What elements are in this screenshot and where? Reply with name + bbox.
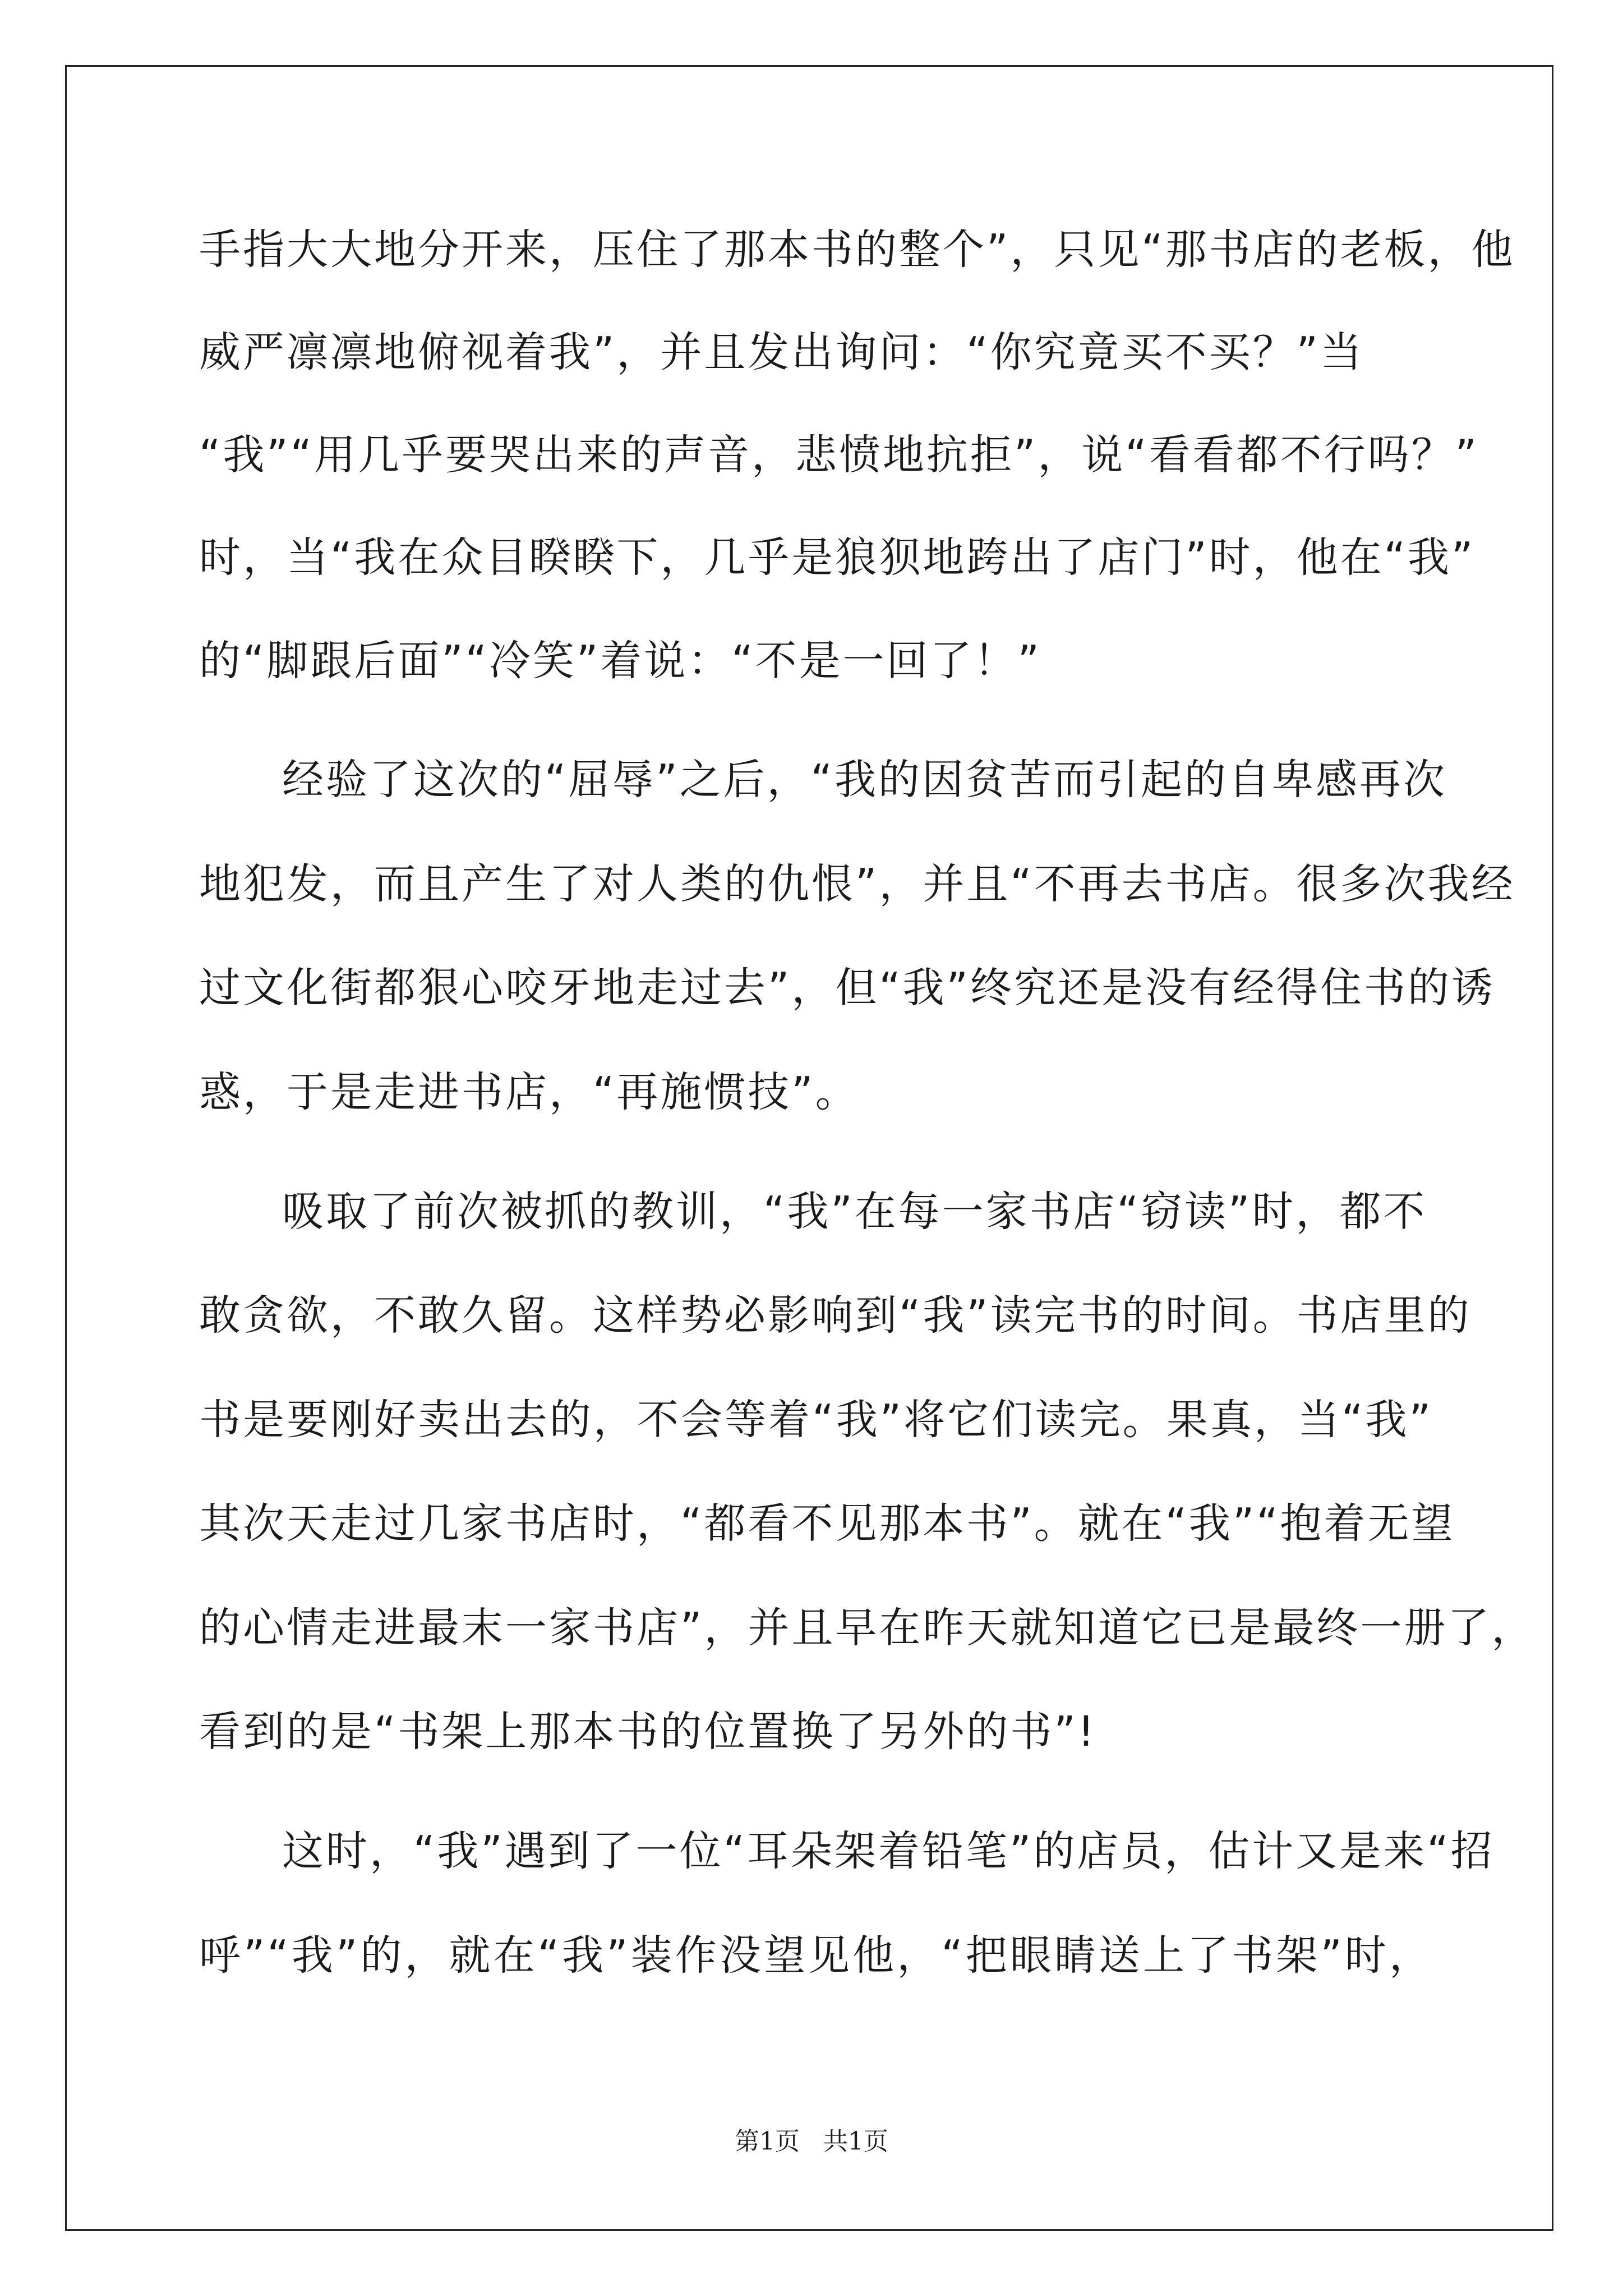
page-total: 共1页: [823, 2127, 888, 2156]
paragraph-first-line: 吸取了前次被抓的教训，“我”在每一家书店“窃读”时，都不: [282, 1188, 1427, 1236]
text-line: “我”“用几乎要哭出来的声音，悲愤地抗拒”，说“看看都不行吗？”: [199, 431, 1479, 479]
text-line: 呼”“我”的，就在“我”装作没望见他，“把眼睛送上了书架”时，: [199, 1931, 1433, 1980]
text-line: 威严凛凛地俯视着我”，并且发出询问：“你究竟买不买？”当: [199, 328, 1364, 376]
page-number: 第1页: [735, 2127, 800, 2156]
text-line: 敢贪欲，不敢久留。这样势必影响到“我”读完书的时间。书店里的: [199, 1291, 1472, 1340]
text-line: 其次天走过几家书店时，“都看不见那本书”。就在“我”“抱着无望: [199, 1499, 1455, 1548]
text-line: 的“脚跟后面”“冷笑”着说：“不是一回了！”: [199, 637, 1042, 685]
paragraph-first-line: 这时，“我”遇到了一位“耳朵架着铅笔”的店员，估计又是来“招: [282, 1827, 1495, 1875]
text-line: 手指大大地分开来，压住了那本书的整个”，只见“那书店的老板，他: [199, 226, 1515, 274]
text-line: 地犯发，而且产生了对人类的仇恨”，并且“不再去书店。很多次我经: [199, 860, 1515, 908]
text-line: 看到的是“书架上那本书的位置换了另外的书”!: [199, 1708, 1097, 1756]
text-line: 过文化街都狠心咬牙地走过去”，但“我”终究还是没有经得住书的诱: [199, 964, 1496, 1012]
text-line: 书是要刚好卖出去的，不会等着“我”将它们读完。果真，当“我”: [199, 1396, 1433, 1444]
text-line: 惑，于是走进书店，“再施惯技”。: [199, 1068, 859, 1116]
paragraph-first-line: 经验了这次的“屈辱”之后，“我的因贫苦而引起的自卑感再次: [282, 756, 1447, 804]
page-border: [65, 65, 1553, 2231]
text-line: 的心情走进最末一家书店”，并且早在昨天就知道它已是最终一册了，: [199, 1604, 1536, 1652]
text-line: 时，当“我在众目睽睽下，几乎是狼狈地跨出了店门”时，他在“我”: [199, 533, 1476, 582]
page-footer: [0, 2125, 1623, 2159]
